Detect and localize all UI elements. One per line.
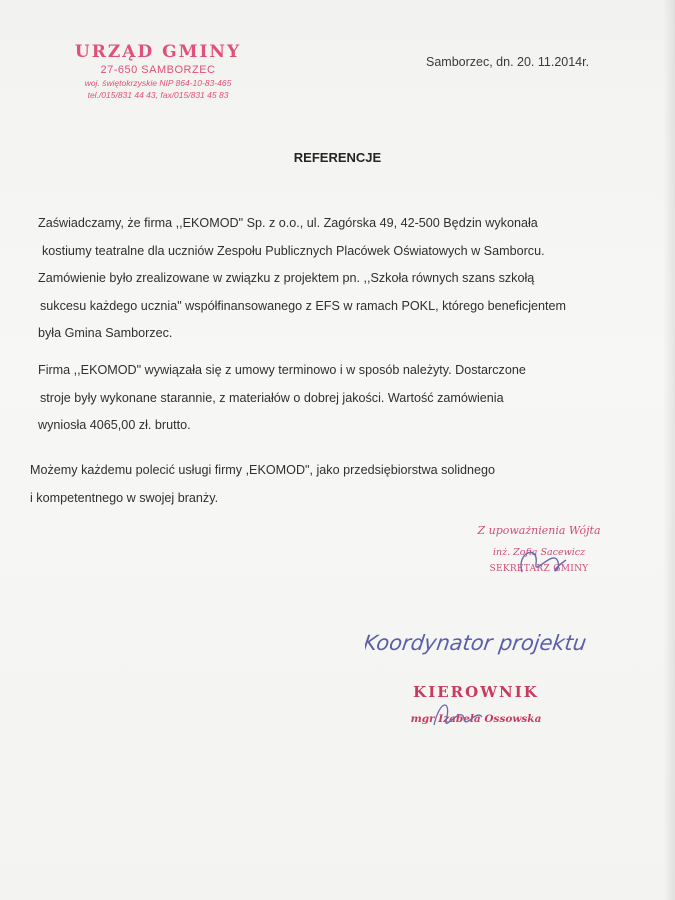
stamp-name: URZĄD GMINY <box>74 42 242 62</box>
stamp-nip: woj. świętokrzyskie NIP 864-10-83-465 <box>84 78 232 88</box>
kierownik-stamp <box>396 683 556 725</box>
kierownik-name: mgr Izabela Ossowska <box>410 713 542 725</box>
paragraph-1 <box>38 210 566 348</box>
document-title: REFERENCJE <box>293 150 382 165</box>
paragraph-line: była Gmina Samborzec. <box>38 326 173 340</box>
secretary-name: inż. Zofia Sacewicz <box>492 547 586 558</box>
handwritten-note-text: Koordynator projektu <box>365 630 589 655</box>
paragraph-line: Możemy każdemu polecić usługi firmy ,EKOMOD", jako przedsiębiorstwa solidnego <box>30 463 496 477</box>
paragraph-line: wyniosła 4065,00 zł. brutto. <box>38 418 191 432</box>
paragraph-3 <box>30 457 495 512</box>
signature-scribble-icon <box>422 695 492 735</box>
paragraph-line: sukcesu każdego ucznia" współfinansowanego z EFS w ramach POKL, którego beneficjentem <box>40 298 566 313</box>
paragraph-2 <box>38 357 526 440</box>
secretary-stamp <box>444 524 634 574</box>
secretary-authority: Z upoważnienia Wójta <box>477 524 601 537</box>
paragraph-line: Firma ,,EKOMOD" wywiązała się z umowy terminowo i w sposób należyty. Dostarczone <box>38 363 526 377</box>
paragraph-line: Zamówienie było zrealizowane w związku z projektem pn. ,,Szkoła równych szans szkołą <box>38 271 535 285</box>
document-date: Samborzec, dn. 20. 11.2014r. <box>426 55 590 69</box>
stamp-phone: tel./015/831 44 43, fax/015/831 45 83 <box>87 90 229 100</box>
handwriting-icon <box>365 618 635 668</box>
secretary-title: SEKRETARZ GMINY <box>489 564 589 574</box>
paragraph-line: i kompetentnego w swojej branży. <box>30 490 219 505</box>
kierownik-title: KIEROWNIK <box>413 683 539 701</box>
paragraph-line: stroje były wykonane starannie, z materiałów o dobrej jakości. Wartość zamówienia <box>40 390 504 405</box>
office-stamp <box>58 42 258 100</box>
paragraph-line: kostiumy teatralne dla uczniów Zespołu Publicznych Placówek Oświatowych w Samborcu. <box>42 243 545 258</box>
signature-scribble-icon <box>514 542 574 582</box>
handwritten-note <box>365 618 635 673</box>
stamp-postal: 27-650 SAMBORZEC <box>100 64 216 76</box>
paragraph-line: Zaświadczamy, że firma ,,EKOMOD" Sp. z o.o., ul. Zagórska 49, 42-500 Będzin wykonała <box>38 216 538 230</box>
page-edge-shadow <box>663 0 675 900</box>
